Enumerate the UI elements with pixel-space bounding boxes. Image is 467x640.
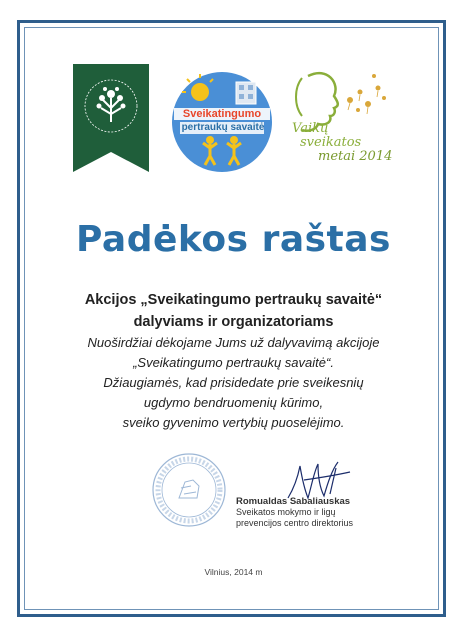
logo-center-text-bottom: pertraukų savaitė	[181, 122, 265, 133]
logo-center-text-top: Sveikatingumo	[182, 108, 262, 120]
logo-right-line2: sveikatos	[300, 135, 362, 150]
body-line-6: ugdymo bendruomenių kūrimo,	[143, 395, 324, 410]
signer-role-line1: Sveikatos mokymo ir ligų	[236, 507, 336, 517]
body-line-2: dalyviams ir organizatoriams	[133, 314, 334, 330]
body-line-5: Džiaugiamės, kad prisidedate prie sveikesnių	[103, 375, 364, 390]
body-line-1: Akcijos „Sveikatingumo pertraukų savaitė“	[84, 292, 383, 308]
body-line-3: Nuoširdžiai dėkojame Jums už dalyvavimą akcijoje	[87, 335, 380, 350]
signer-role-line2: prevencijos centro direktorius	[236, 518, 354, 528]
logo-right-line1: Vaikų	[292, 121, 329, 136]
logo-right-line3: metai 2014	[318, 149, 393, 164]
body-line-7: sveiko gyvenimo vertybių puoselėjimo.	[122, 415, 345, 430]
health-centre-logo	[73, 64, 149, 172]
signer-block	[236, 496, 426, 529]
official-seal-icon	[151, 452, 227, 528]
place-and-date: Vilnius, 2014 m	[204, 567, 263, 577]
certificate-title: Padėkos raštas	[76, 219, 391, 260]
certificate-body	[0, 289, 467, 433]
child-health-year-text	[292, 122, 397, 164]
signer-name: Romualdas Sabaliauskas	[236, 496, 351, 507]
body-line-4: „Sveikatingumo pertraukų savaitė“.	[133, 355, 334, 370]
